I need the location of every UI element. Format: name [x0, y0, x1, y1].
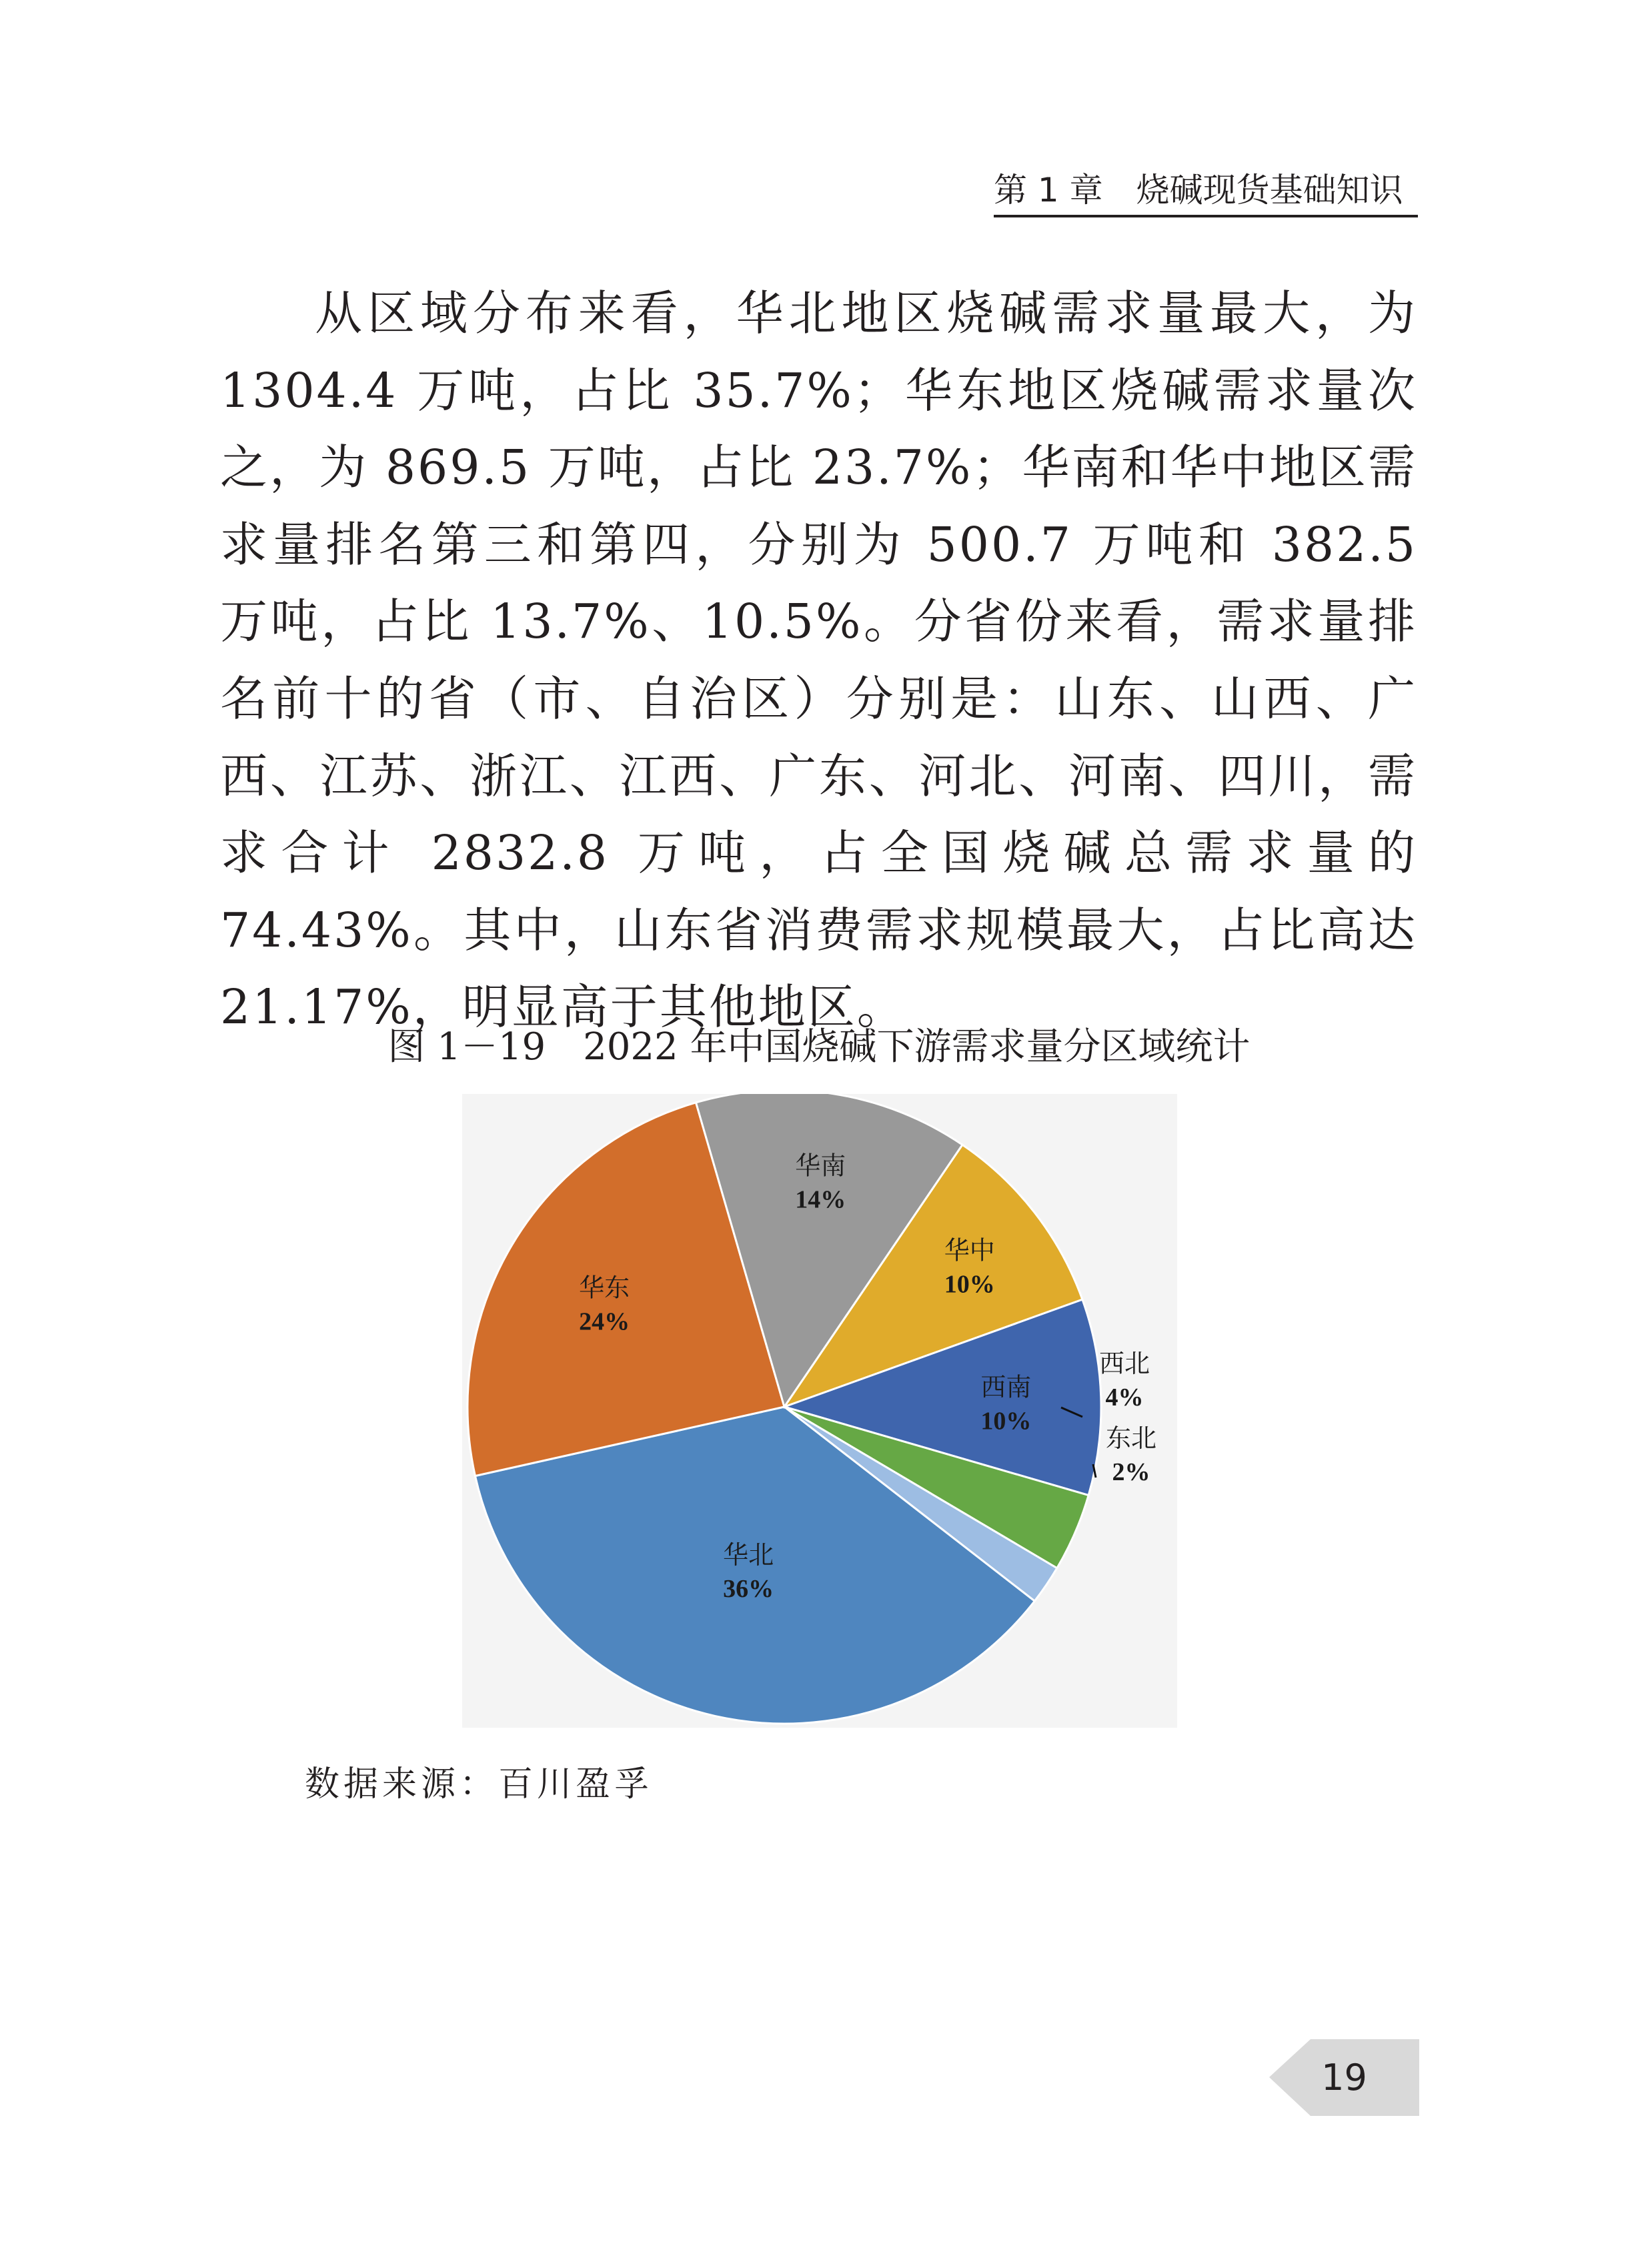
slice-label-5: 西北	[1098, 1349, 1150, 1378]
pie-chart	[462, 1094, 1177, 1728]
slice-label-3: 华中	[944, 1235, 995, 1265]
slice-label-2: 华南	[795, 1151, 846, 1181]
slice-label-0: 华北	[723, 1540, 774, 1570]
slice-value-0: 36%	[723, 1575, 774, 1604]
slice-value-4: 10%	[980, 1407, 1032, 1436]
figure-source: 数据来源：百川盈孚	[305, 1764, 654, 1804]
slice-value-6: 2%	[1112, 1458, 1150, 1486]
slice-label-4: 西南	[980, 1372, 1032, 1402]
pie-chart-svg	[462, 1094, 1177, 1728]
slice-label-6: 东北	[1105, 1424, 1157, 1453]
header-rule	[994, 215, 1418, 217]
slice-value-3: 10%	[944, 1270, 995, 1299]
running-header: 第 1 章 烧碱现货基础知识	[994, 171, 1403, 209]
body-paragraph: 从区域分布来看，华北地区烧碱需求量最大，为 1304.4 万吨，占比 35.7%；华东地区烧碱需求量次之，为 869.5 万吨，占比 23.7%；华南和华中地区需求量排名第三和第四，分别为 500.7 万吨和 382.5 万吨，占比 13.7%、10.5%。分省份来看，需求量排名前十的省（市、自治区）分别是：山东、山西、广西、江苏、浙江、江西、广东、河北、河南、四川，需求合计 2832.8 万吨，占全国烧碱总需求量的 74.43%。其中，山东省消费需求规模最大，占比高达 21.17%，明显高于其他地区。	[220, 286, 1417, 1035]
slice-label-1: 华东	[579, 1273, 630, 1303]
page-number: 19	[1321, 2057, 1367, 2099]
slice-value-5: 4%	[1105, 1383, 1144, 1411]
slice-value-2: 14%	[795, 1185, 846, 1214]
slice-value-1: 24%	[579, 1307, 630, 1336]
figure-caption: 图 1－19 2022 年中国烧碱下游需求量分区域统计	[387, 1025, 1251, 1069]
